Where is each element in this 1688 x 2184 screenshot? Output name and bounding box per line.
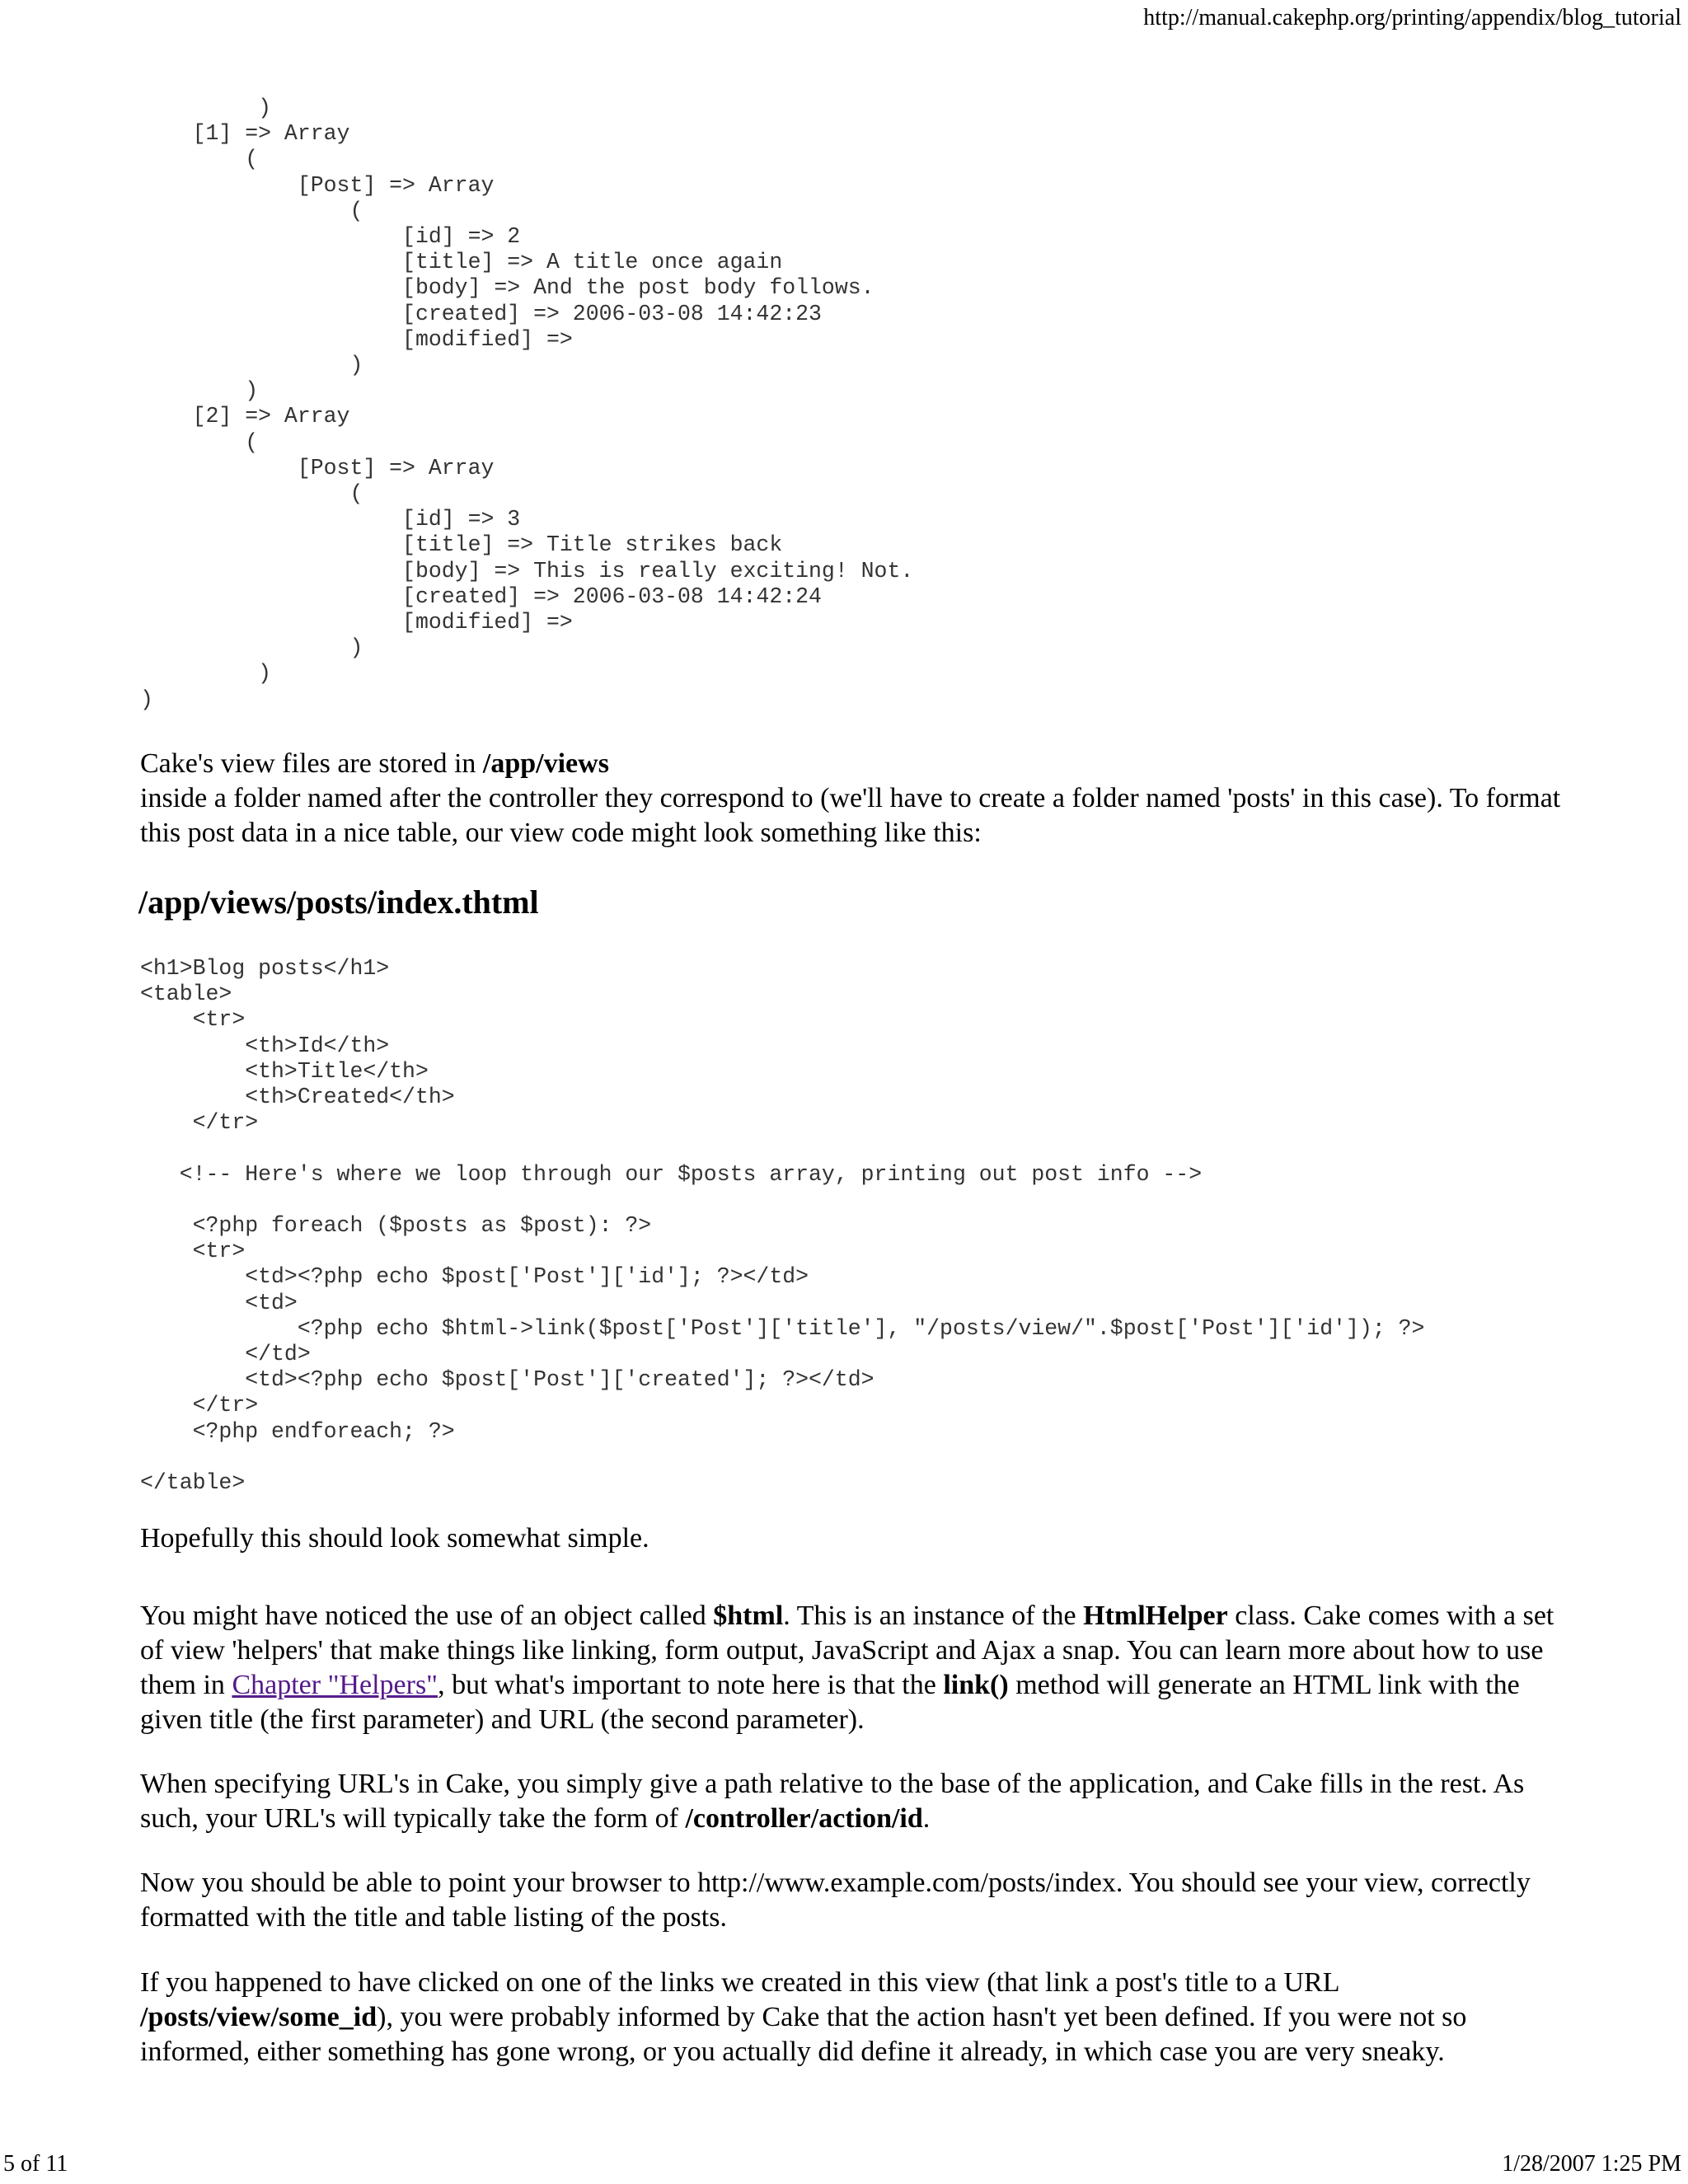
para4-text-2: . xyxy=(922,1803,931,1834)
app-views-path: /app/views xyxy=(482,748,609,779)
para3-text-2: . This is an instance of the xyxy=(783,1601,1084,1631)
para4-text-1: When specifying URL's in Cake, you simply give a path relative to the base of the application, and Cake fills in the rest. As such, your URL's will typically take the form of xyxy=(140,1769,1525,1834)
paragraph-view-files-rest: inside a folder named after the controller they correspond to (we'll have to create a folder named 'posts' in this case). To format this post data in a nice table, our view code might look something like this: xyxy=(140,783,1561,848)
para3-text-4: , but what's important to note here is that the xyxy=(438,1670,944,1700)
para6-text-2: ), you were probably informed by Cake that the action hasn't yet been defined. If you were not so informed, either something has gone wrong, or you actually did define it already, in which case you are very sneaky. xyxy=(140,2002,1467,2067)
para6-text-1: If you happened to have clicked on one of the links we created in this view (that link a post's title to a URL xyxy=(140,1967,1339,1998)
link-method-name: link() xyxy=(943,1670,1009,1700)
page-url-header: http://manual.cakephp.org/printing/appendix/blog_tutorial xyxy=(1143,5,1681,30)
paragraph-browse-index: Now you should be able to point your browser to http://www.example.com/posts/index. You should see your view, correctly formatted with the title and table listing of the posts. xyxy=(140,1868,1531,1933)
html-object-name: $html xyxy=(713,1601,784,1631)
chapter-helpers-link[interactable]: Chapter "Helpers" xyxy=(232,1670,438,1700)
para3-text-5: method will generate an HTML link with the given title (the first parameter) and URL (the second parameter). xyxy=(140,1670,1520,1735)
posts-view-some-id-path: /posts/view/some_id xyxy=(140,2002,377,2032)
controller-action-id-path: /controller/action/id xyxy=(685,1803,923,1834)
paragraph-url-format xyxy=(140,1767,1574,1836)
code-block-array-output: ) [1] => Array ( [Post] => Array ( [id] => 2 [title] => A title once again [body] => And the post body follows. [created] => 2006-03-08 14:42:23 [modified] => ) ) [2] => Array ( [Post] => Array ( [id] => 3 [title] => Title strikes back [body] => This is really exciting! Not. [created] => 2006-03-08 14:42:24 [modified] => ) ) ) xyxy=(140,96,914,712)
print-datetime-footer: 1/28/2007 1:25 PM xyxy=(1502,2151,1681,2177)
para3-text-3: class. Cake comes with a set of view 'helpers' that make things like linking, form output, JavaScript and Ajax a snap. You can learn more about how to use them in xyxy=(140,1601,1554,1700)
paragraph-view-files-prefix: Cake's view files are stored in xyxy=(140,748,483,779)
section-heading-index-thtml: /app/views/posts/index.thtml xyxy=(138,883,539,921)
paragraph-html-helper xyxy=(140,1599,1574,1737)
htmlhelper-class-name: HtmlHelper xyxy=(1083,1601,1228,1631)
paragraph-view-files xyxy=(140,747,1574,851)
paragraph-simple: Hopefully this should look somewhat simple. xyxy=(140,1523,649,1554)
page-number-footer: 5 of 11 xyxy=(3,2151,68,2177)
para3-text-1: You might have noticed the use of an object called xyxy=(140,1601,714,1631)
code-block-index-view: <h1>Blog posts</h1> <table> <tr> <th>Id</th> <th>Title</th> <th>Created</th> </tr> <!-- Here's where we loop through our $posts array, printing out post info --> <?php foreach ($posts as $post): ?> <tr> <td><?php echo $post['Post']['id']; ?></td> <td> <?php echo $html->link($post['Post']['title'], "/posts/view/".$post['Post']['id']); ?> </td> <td><?php echo $post['Post']['created']; ?></td> </tr> <?php endforeach; ?> </table> xyxy=(140,956,1425,1496)
paragraph-view-action xyxy=(140,1966,1574,2069)
